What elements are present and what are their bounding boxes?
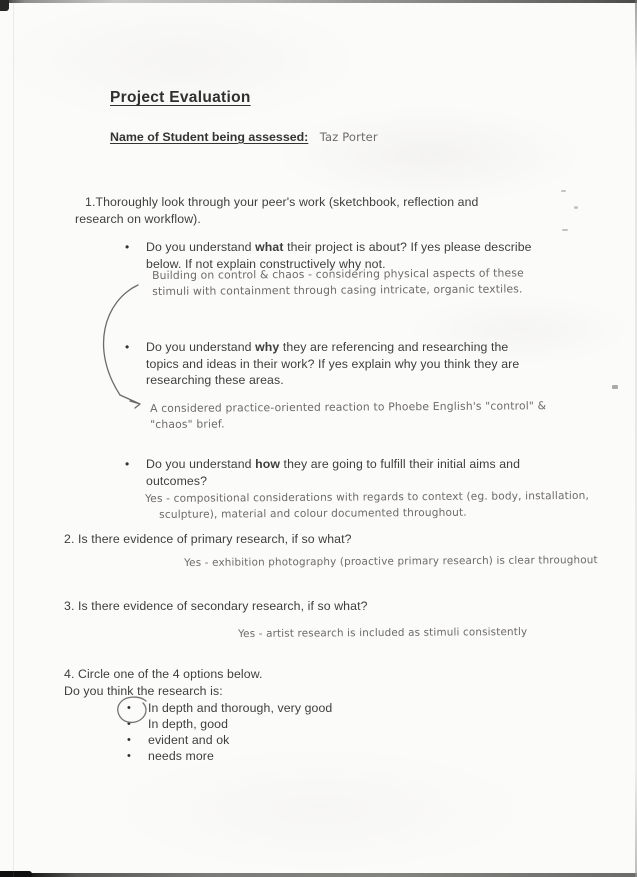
option-row	[127, 732, 332, 748]
scan-edge-top	[0, 0, 637, 3]
bullet-question-why	[125, 339, 575, 389]
bullet-icon: •	[127, 718, 131, 730]
bullet-question-why-text: Do you understand why they are referencing and researching the topics and ideas in their work? If yes explain why you think they are researching these areas.	[146, 340, 520, 387]
bullet-question-how	[125, 456, 575, 489]
scan-speck	[612, 385, 618, 389]
bullet-icon: •	[127, 750, 131, 762]
scan-speck	[562, 229, 568, 231]
intro-line-2: research on workflow).	[75, 211, 201, 226]
bullet-icon: •	[127, 734, 131, 746]
handdrawn-selection-circle	[113, 694, 153, 726]
paper-fold-line	[13, 0, 14, 877]
bullet-icon: •	[127, 702, 131, 714]
student-name-handwritten: Taz Porter	[319, 130, 378, 144]
question-4-prompt: Do you think the research is:	[64, 683, 223, 698]
question-2: 2. Is there evidence of primary research, if so what?	[64, 532, 352, 546]
question-3: 3. Is there evidence of secondary research, if so what?	[64, 599, 368, 613]
scan-edge-bottom	[0, 873, 637, 877]
bullet-question-what-text: Do you understand what their project is about? If yes please describe below. If not explain constructively why not.	[146, 240, 532, 271]
name-row	[110, 128, 378, 146]
option-label: needs more	[148, 749, 214, 763]
answer-what-handwritten: Building on control & chaos - considering physical aspects of these stimuli with containment through casing intricate, organic textiles.	[152, 266, 524, 298]
bullet-question-how-text: Do you understand how they are going to fulfill their initial aims and outcomes?	[146, 457, 521, 488]
answer-why-handwritten: A considered practice-oriented reaction to Phoebe English's "control" & "chaos" brief.	[150, 399, 547, 431]
option-row	[127, 700, 332, 716]
question-1-intro	[75, 194, 530, 227]
option-label: In depth and thorough, very good	[148, 701, 333, 715]
name-label: Name of Student being assessed:	[110, 130, 309, 144]
bullet-icon: •	[125, 457, 130, 471]
answer-how-handwritten: Yes - compositional considerations with regards to context (eg. body, installation, sculpture), material and colour documented throughout.	[145, 489, 590, 521]
option-row	[127, 748, 332, 764]
answer-2-handwritten: Yes - exhibition photography (proactive primary research) is clear throughout	[184, 554, 598, 569]
answer-3-handwritten: Yes - artist research is included as stimuli consistently	[238, 625, 528, 640]
scan-corner-top-left	[0, 0, 9, 11]
scan-corner-bottom-left	[0, 871, 32, 877]
option-row	[127, 716, 332, 732]
intro-line-1: 1.Thoroughly look through your peer's work (sketchbook, reflection and	[85, 195, 479, 209]
page-title: Project Evaluation	[110, 89, 251, 106]
option-label: In depth, good	[148, 717, 229, 731]
scan-speck	[574, 206, 578, 209]
scan-speck	[561, 190, 566, 192]
bullet-icon: •	[125, 340, 130, 354]
question-4-instruction: 4. Circle one of the 4 options below.	[64, 667, 263, 681]
option-label: evident and ok	[148, 733, 230, 747]
bullet-icon: •	[125, 240, 130, 254]
rating-options	[127, 700, 332, 764]
